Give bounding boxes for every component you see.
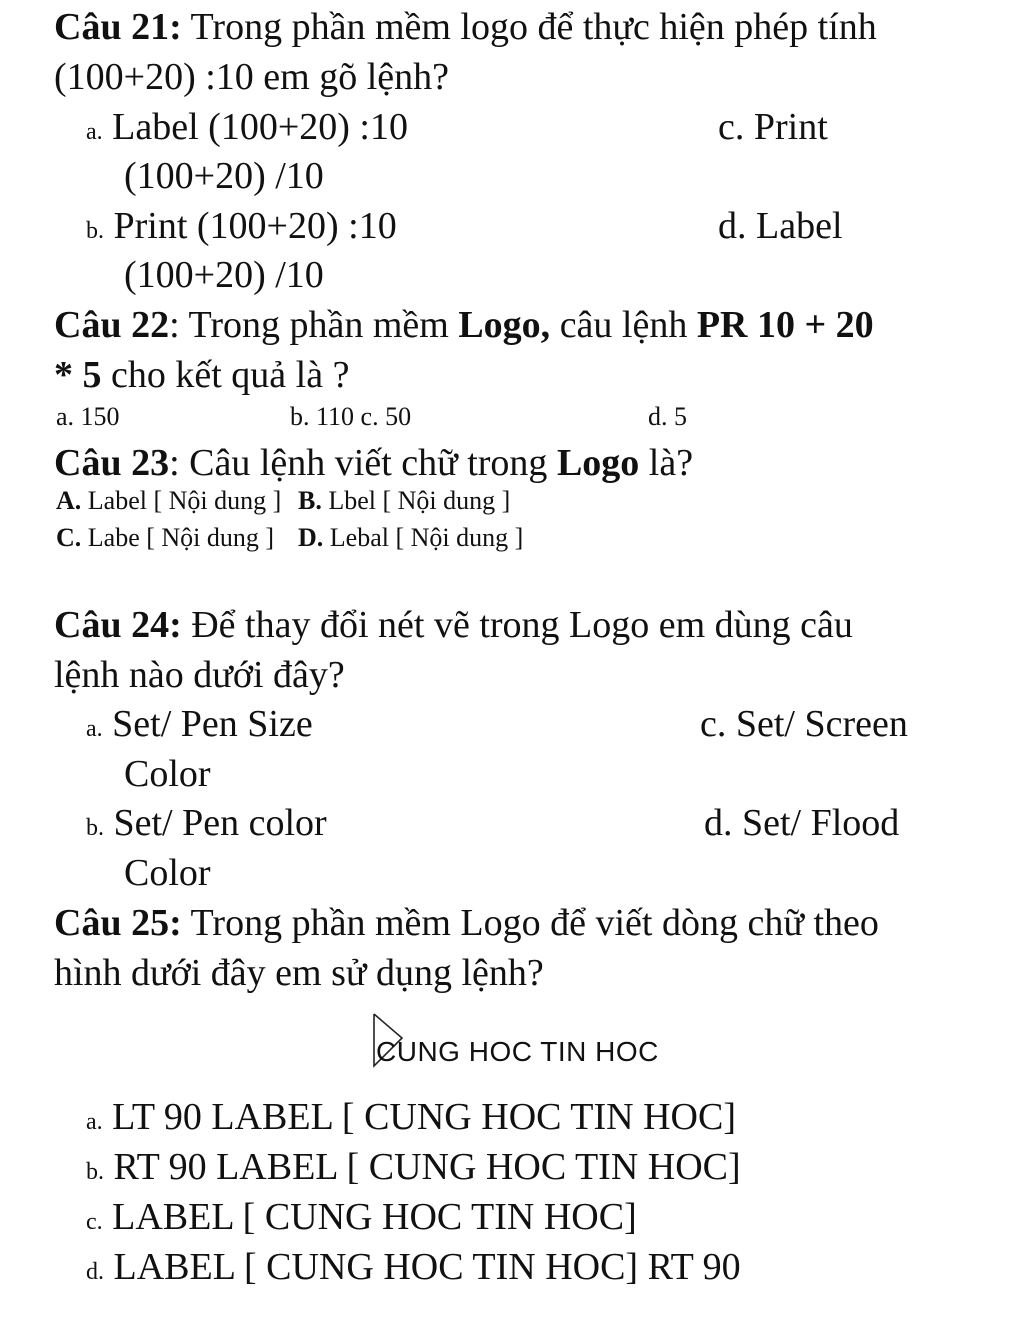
question-21-option-d: d. Label xyxy=(718,205,843,247)
question-22-option-b-c: b. 110 c. 50 xyxy=(290,402,412,431)
question-21-option-b: b. Print (100+20) :10 xyxy=(86,205,397,247)
question-24-option-c-continued: Color xyxy=(124,753,211,795)
question-24-option-b: b. Set/ Pen color xyxy=(86,802,327,844)
question-24-option-c: c. Set/ Screen xyxy=(700,703,908,745)
question-23-option-d: D. Lebal [ Nội dung ] xyxy=(298,523,524,552)
question-23-option-b: B. Lbel [ Nội dung ] xyxy=(298,486,511,515)
question-21-option-c: c. Print xyxy=(718,106,828,148)
question-24-option-d-continued: Color xyxy=(124,852,211,894)
question-21-option-a: a. Label (100+20) :10 xyxy=(86,106,408,148)
question-21-stem-line2: (100+20) :10 em gõ lệnh? xyxy=(54,56,450,98)
question-22-stem-line2: * 5 cho kết quả là ? xyxy=(54,354,350,396)
question-24-option-a: a. Set/ Pen Size xyxy=(86,703,313,745)
question-22-label: Câu 22 xyxy=(54,304,170,346)
question-24-label: Câu 24: xyxy=(54,604,182,646)
question-22-stem: Câu 22: Trong phần mềm Logo, câu lệnh PR 10 + 20 xyxy=(54,304,874,346)
question-21-stem: Câu 21: Trong phần mềm logo để thực hiện phép tính xyxy=(54,6,877,48)
question-21-option-c-continued: (100+20) /10 xyxy=(124,155,324,197)
question-25-label: Câu 25: xyxy=(54,902,182,944)
question-21-option-d-continued: (100+20) /10 xyxy=(124,254,324,296)
question-23-label: Câu 23 xyxy=(54,442,170,484)
question-25-stem-line2: hình dưới đây em sử dụng lệnh? xyxy=(54,952,544,994)
question-24-stem-line2: lệnh nào dưới đây? xyxy=(54,654,345,696)
question-23-option-a: A. Label [ Nội dung ] xyxy=(56,486,282,515)
question-24-stem: Câu 24: Để thay đổi nét vẽ trong Logo em dùng câu xyxy=(54,604,853,646)
question-25-option-d: d. LABEL [ CUNG HOC TIN HOC] RT 90 xyxy=(86,1246,741,1288)
question-25-option-a: a. LT 90 LABEL [ CUNG HOC TIN HOC] xyxy=(86,1096,736,1138)
question-25-stem: Câu 25: Trong phần mềm Logo để viết dòng chữ theo xyxy=(54,902,879,944)
question-25-option-b: b. RT 90 LABEL [ CUNG HOC TIN HOC] xyxy=(86,1146,741,1188)
question-23-stem: Câu 23: Câu lệnh viết chữ trong Logo là? xyxy=(54,442,694,484)
question-22-option-d: d. 5 xyxy=(648,402,687,431)
logo-turtle-figure xyxy=(368,1010,678,1072)
question-22-option-a: a. 150 xyxy=(56,402,120,431)
logo-output-text: CUNG HOC TIN HOC xyxy=(376,1036,659,1067)
question-25-option-c: c. LABEL [ CUNG HOC TIN HOC] xyxy=(86,1196,637,1238)
question-23-option-c: C. Labe [ Nội dung ] xyxy=(56,523,275,552)
question-21-label: Câu 21: xyxy=(54,6,182,48)
question-24-option-d: d. Set/ Flood xyxy=(704,802,900,844)
